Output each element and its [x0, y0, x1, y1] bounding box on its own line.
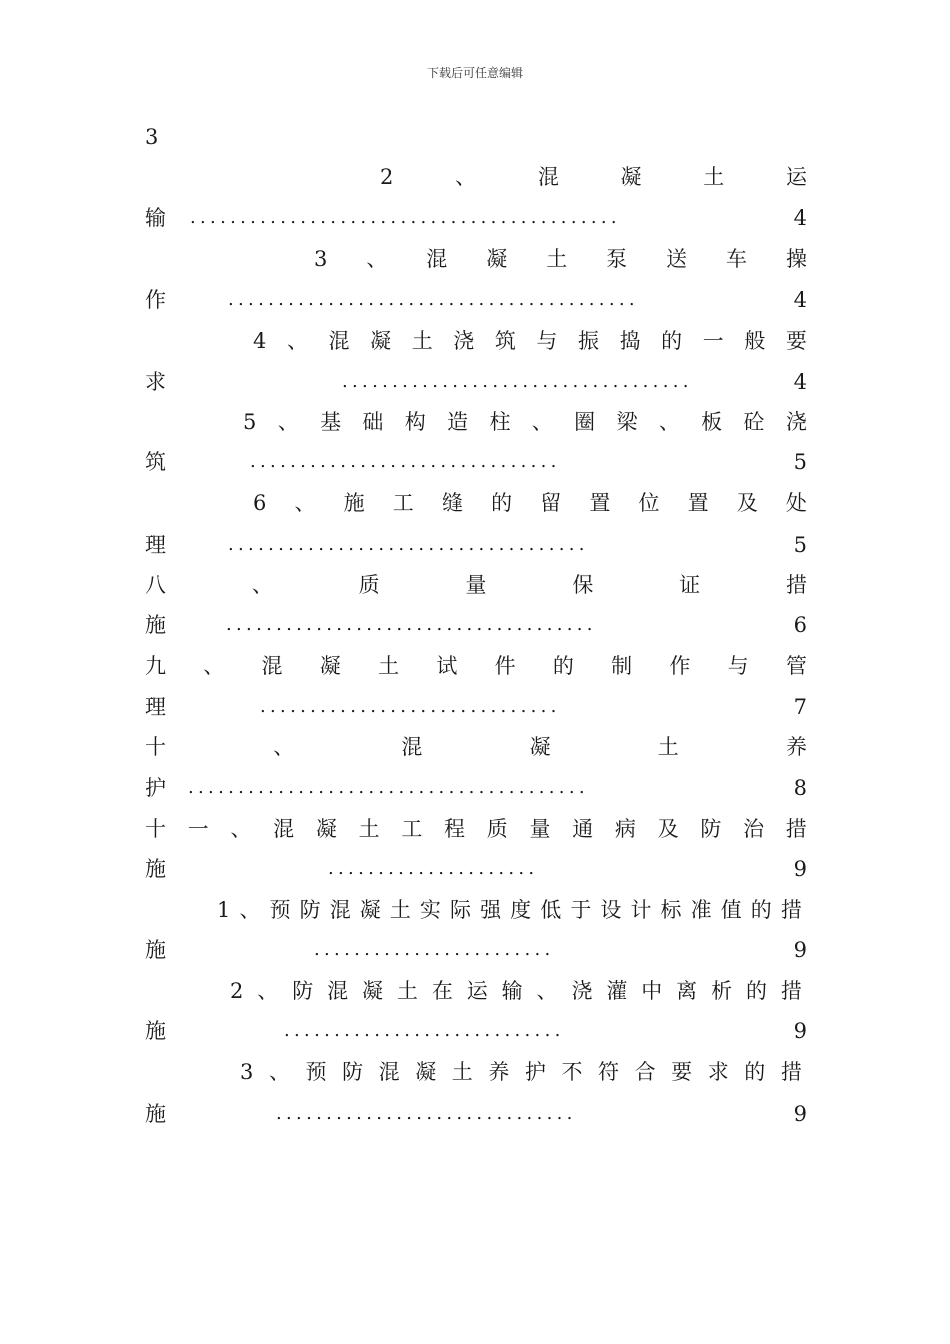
toc-entry-label: 护: [145, 776, 166, 800]
heading-char: 混: [378, 1060, 400, 1084]
toc-page-number: 4: [793, 370, 807, 394]
heading-char: 构: [404, 410, 426, 434]
toc-entry-line: [145, 935, 807, 965]
heading-char: 混: [426, 247, 448, 271]
heading-char: 施: [343, 491, 365, 515]
heading-char: 一: [702, 329, 724, 353]
toc-leader-dots: ...........................................: [190, 207, 621, 228]
heading-char: 运: [466, 979, 488, 1003]
heading-char: 作: [669, 654, 691, 678]
toc-heading-text: [145, 814, 807, 844]
heading-char: 运: [785, 165, 807, 189]
heading-char: 措: [785, 573, 807, 597]
toc-page-number: 4: [793, 206, 807, 230]
toc-leader-dots: ........................: [314, 939, 555, 960]
heading-char: 般: [744, 329, 766, 353]
heading-char: 、: [251, 573, 273, 597]
heading-char: 不: [561, 1060, 583, 1084]
heading-char: 符: [598, 1060, 619, 1084]
toc-heading-line: [145, 895, 807, 925]
toc-heading-line: [145, 407, 807, 437]
heading-char: 混: [327, 979, 349, 1003]
toc-leader-dots: ...................................: [342, 371, 693, 392]
heading-char: 中: [641, 979, 663, 1003]
heading-char: 值: [720, 898, 742, 922]
toc-page-number: 9: [793, 857, 807, 881]
heading-char: 保: [572, 573, 594, 597]
heading-char: 、: [286, 329, 308, 353]
toc-entry-label: 求: [145, 370, 166, 394]
heading-char: 的: [745, 979, 767, 1003]
heading-char: 输: [501, 979, 523, 1003]
heading-char: 通: [572, 817, 594, 841]
heading-char: 凝: [620, 165, 642, 189]
heading-char: 离: [676, 979, 698, 1003]
heading-char: 措: [780, 898, 802, 922]
heading-char: 计: [630, 898, 652, 922]
heading-char: 浇: [453, 329, 475, 353]
toc-leader-dots: .....................: [328, 858, 539, 879]
heading-char: 设: [600, 898, 622, 922]
toc-heading-text: [145, 651, 807, 681]
heading-char: 养: [785, 735, 807, 759]
heading-char: 凝: [529, 735, 551, 759]
heading-char: 砼: [743, 410, 765, 434]
toc-entry-line: [145, 285, 807, 315]
toc-page-number: 3: [145, 125, 159, 149]
toc-heading-line: [145, 651, 807, 681]
heading-char: 及: [657, 817, 679, 841]
heading-char: 浇: [785, 410, 807, 434]
heading-char: 求: [707, 1060, 729, 1084]
heading-char: 缝: [441, 491, 463, 515]
toc-entry-line: [145, 447, 807, 477]
toc-leader-dots: .....................................: [226, 614, 597, 635]
toc-entry-label: 施: [145, 613, 166, 637]
heading-char: 防: [292, 979, 314, 1003]
heading-char: 护: [524, 1060, 546, 1084]
heading-char: 、: [203, 654, 225, 678]
heading-char: 要: [671, 1060, 693, 1084]
toc-entry-label: 输: [145, 206, 166, 230]
heading-char: 柱: [489, 410, 511, 434]
heading-char: 造: [447, 410, 469, 434]
heading-char: 低: [540, 898, 562, 922]
heading-char: 措: [785, 817, 807, 841]
toc-page-number: 9: [793, 1102, 807, 1126]
heading-char: 、: [294, 491, 316, 515]
heading-char: 土: [411, 329, 433, 353]
heading-char: 浇: [571, 979, 593, 1003]
heading-char: 的: [744, 1060, 766, 1084]
heading-char: 土: [389, 898, 411, 922]
heading-char: 、: [531, 410, 553, 434]
heading-char: 、: [257, 979, 279, 1003]
heading-char: 1: [217, 898, 231, 922]
toc-heading-text: [240, 1057, 802, 1087]
heading-char: 预: [305, 1060, 327, 1084]
toc-heading-text: [145, 732, 807, 762]
heading-char: 灌: [606, 979, 628, 1003]
heading-char: 6: [253, 491, 267, 515]
heading-char: 、: [366, 247, 388, 271]
heading-char: 凝: [415, 1060, 437, 1084]
toc-entry-label: 作: [145, 288, 166, 312]
toc-entry-line: [145, 367, 807, 397]
heading-char: 、: [455, 165, 477, 189]
heading-char: 及: [736, 491, 758, 515]
heading-char: 标: [660, 898, 682, 922]
heading-char: 的: [552, 654, 574, 678]
toc-heading-line: [145, 488, 807, 518]
heading-char: 捣: [619, 329, 641, 353]
heading-char: 合: [634, 1060, 656, 1084]
toc-leader-dots: .........................................: [228, 289, 639, 310]
heading-char: 凝: [359, 898, 381, 922]
heading-char: 证: [679, 573, 701, 597]
heading-char: 凝: [486, 247, 508, 271]
heading-char: 2: [230, 979, 244, 1003]
toc-heading-text: [145, 570, 807, 600]
heading-char: 措: [780, 979, 802, 1003]
page-header: 下载后可任意编辑: [426, 66, 523, 80]
heading-char: 件: [494, 654, 516, 678]
heading-char: 筑: [494, 329, 516, 353]
heading-char: 十: [145, 735, 166, 759]
toc-entry-label: 施: [145, 938, 166, 962]
heading-char: 治: [743, 817, 765, 841]
heading-char: 送: [666, 247, 688, 271]
toc-page-number: 5: [793, 450, 807, 474]
heading-char: 、: [273, 735, 295, 759]
toc-leader-dots: ..............................: [276, 1103, 577, 1124]
toc-page-number: 9: [793, 1019, 807, 1043]
heading-char: 土: [451, 1060, 473, 1084]
heading-char: 程: [444, 817, 466, 841]
heading-char: 、: [277, 410, 299, 434]
heading-char: 置: [687, 491, 709, 515]
heading-char: 、: [658, 410, 680, 434]
heading-char: 量: [465, 573, 487, 597]
heading-char: 质: [358, 573, 380, 597]
heading-char: 4: [253, 329, 267, 353]
heading-char: 土: [546, 247, 568, 271]
heading-char: 3: [314, 247, 328, 271]
toc-page-number: 4: [793, 288, 807, 312]
heading-char: 振: [578, 329, 599, 353]
heading-char: 凝: [370, 329, 392, 353]
heading-char: 的: [661, 329, 683, 353]
toc-entry-line: [145, 692, 807, 722]
toc-leader-dots: ....................................: [228, 534, 589, 555]
heading-char: 凝: [319, 654, 341, 678]
heading-char: 防: [342, 1060, 364, 1084]
heading-char: 混: [537, 165, 559, 189]
toc-heading-text: [230, 976, 802, 1006]
heading-char: 圈: [574, 410, 596, 434]
toc-page-number: 9: [793, 938, 807, 962]
toc-leader-dots: ............................: [284, 1020, 565, 1041]
heading-char: 强: [480, 898, 502, 922]
heading-char: 泵: [606, 247, 628, 271]
toc-heading-text: [380, 162, 807, 192]
heading-char: 2: [380, 165, 394, 189]
heading-char: 管: [785, 654, 807, 678]
heading-char: 置: [589, 491, 611, 515]
heading-char: 3: [240, 1060, 254, 1084]
toc-heading-line: [145, 326, 807, 356]
heading-char: 预: [269, 898, 291, 922]
heading-char: 、: [536, 979, 558, 1003]
heading-char: 与: [536, 329, 558, 353]
heading-char: 度: [510, 898, 532, 922]
toc-entry-label: 施: [145, 1102, 166, 1126]
toc-entry-line: [145, 1016, 807, 1046]
heading-char: 板: [701, 410, 723, 434]
heading-char: 要: [785, 329, 807, 353]
heading-char: 混: [261, 654, 283, 678]
heading-char: 操: [786, 247, 807, 271]
toc-entry-line: [145, 854, 807, 884]
heading-char: 病: [614, 817, 636, 841]
heading-char: 车: [726, 247, 748, 271]
toc-page-number: 7: [793, 695, 807, 719]
heading-char: 位: [638, 491, 660, 515]
heading-char: 工: [392, 491, 414, 515]
heading-char: 凝: [362, 979, 383, 1003]
toc-heading-text: [243, 407, 807, 437]
toc-entry-label: 理: [145, 695, 166, 719]
heading-char: 的: [750, 898, 772, 922]
heading-char: 八: [145, 573, 166, 597]
heading-char: 土: [396, 979, 418, 1003]
toc-entry-line: [145, 122, 807, 152]
heading-char: 土: [358, 817, 380, 841]
heading-char: 凝: [315, 817, 337, 841]
heading-char: 试: [436, 654, 458, 678]
toc-entry-line: [145, 203, 807, 233]
heading-char: 防: [299, 898, 321, 922]
heading-char: 留: [540, 491, 562, 515]
heading-char: 混: [328, 329, 350, 353]
heading-char: 的: [491, 491, 513, 515]
heading-char: 防: [700, 817, 722, 841]
toc-leader-dots: ...............................: [250, 451, 561, 472]
toc-entry-line: [145, 773, 807, 803]
heading-char: 析: [711, 979, 733, 1003]
heading-char: 、: [230, 817, 252, 841]
toc-entry-label: 筑: [145, 450, 166, 474]
heading-char: 与: [727, 654, 749, 678]
toc-entry-line: [145, 530, 807, 560]
toc-entry-label: 施: [145, 1019, 166, 1043]
toc-page-number: 6: [793, 613, 807, 637]
heading-char: 九: [145, 654, 166, 678]
toc-entry-line: [145, 1099, 807, 1129]
heading-char: 混: [401, 735, 423, 759]
toc-heading-text: [253, 488, 807, 518]
heading-char: 基: [320, 410, 342, 434]
heading-char: 土: [378, 654, 400, 678]
heading-char: 、: [268, 1060, 290, 1084]
heading-char: 量: [529, 817, 551, 841]
heading-char: 、: [239, 898, 261, 922]
toc-entry-label: 施: [145, 857, 166, 881]
toc-leader-dots: ........................................: [188, 777, 589, 798]
heading-char: 实: [419, 898, 441, 922]
heading-char: 梁: [616, 410, 638, 434]
toc-heading-text: [217, 895, 802, 925]
heading-char: 际: [450, 898, 471, 922]
heading-char: 工: [401, 817, 423, 841]
toc-leader-dots: ..............................: [260, 696, 561, 717]
heading-char: 混: [329, 898, 351, 922]
heading-char: 十: [145, 817, 166, 841]
heading-char: 在: [431, 979, 453, 1003]
toc-heading-line: [145, 976, 807, 1006]
heading-char: 土: [657, 735, 679, 759]
heading-char: 措: [780, 1060, 802, 1084]
toc-entry-line: [145, 610, 807, 640]
toc-heading-line: [145, 570, 807, 600]
toc-page-number: 8: [793, 776, 807, 800]
heading-char: 于: [570, 898, 592, 922]
heading-char: 混: [273, 817, 295, 841]
heading-char: 土: [703, 165, 725, 189]
heading-char: 质: [486, 817, 508, 841]
heading-char: 处: [785, 491, 807, 515]
heading-char: 础: [362, 410, 384, 434]
toc-heading-line: [145, 732, 807, 762]
toc-heading-text: [314, 244, 807, 274]
toc-heading-line: [145, 1057, 807, 1087]
heading-char: 5: [243, 410, 257, 434]
toc-heading-line: [145, 162, 807, 192]
toc-page-number: 5: [793, 533, 807, 557]
heading-char: 养: [488, 1060, 510, 1084]
toc-heading-line: [145, 244, 807, 274]
toc-entry-label: 理: [145, 533, 166, 557]
heading-char: 准: [690, 898, 712, 922]
heading-char: 制: [611, 654, 633, 678]
toc-heading-line: [145, 814, 807, 844]
heading-char: 一: [187, 817, 209, 841]
toc-heading-text: [253, 326, 807, 356]
